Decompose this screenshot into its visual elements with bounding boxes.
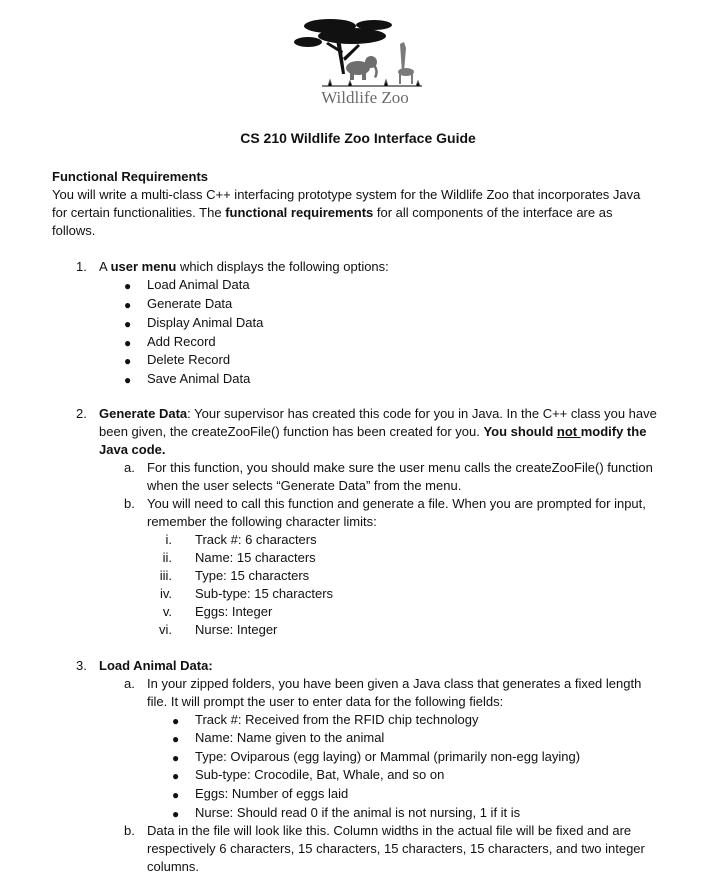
bullet-icon: ● [124, 279, 132, 293]
roman-numeral: iv. [159, 586, 172, 601]
item2b-line-2: remember the following character limits: [147, 514, 377, 529]
intro-line-2 [52, 204, 682, 222]
roman-numeral: ii. [162, 550, 172, 565]
item3b-line-1: Data in the file will look like this. Column widths in the actual file will be fixed and are [147, 823, 632, 838]
item1-text: A [99, 259, 111, 274]
roman-numeral: v. [162, 604, 172, 619]
menu-option: Save Animal Data [147, 371, 251, 386]
item3b-line-3: columns. [147, 859, 200, 874]
limit-item: Track #: 6 characters [195, 532, 317, 547]
limit-item: Nurse: Integer [195, 622, 278, 637]
item2-emphasis: modify the [580, 424, 647, 439]
bullet-icon: ● [172, 769, 180, 783]
item1-lead [99, 258, 389, 276]
field-item: Eggs: Number of eggs laid [195, 786, 349, 801]
list-number: 1. [76, 259, 87, 274]
bullet-icon: ● [172, 807, 180, 821]
list-letter: a. [124, 676, 135, 691]
item3b-line-2: respectively 6 characters, 15 characters, 15 characters, 15 characters, and two integer [147, 841, 645, 856]
bullet-icon: ● [172, 732, 180, 746]
bullet-icon: ● [124, 298, 132, 312]
bullet-icon: ● [124, 373, 132, 387]
roman-numeral: i. [165, 532, 172, 547]
limit-item: Eggs: Integer [195, 604, 273, 619]
item2a-line-1: For this function, you should make sure the user menu calls the createZooFile() function [147, 460, 653, 475]
limit-item: Name: 15 characters [195, 550, 316, 565]
item2-text: been given, the createZooFile() function has been created for you. [99, 424, 484, 439]
page-title: CS 210 Wildlife Zoo Interface Guide [240, 130, 476, 146]
bullet-icon: ● [124, 354, 132, 368]
item2-emphasis: You should [483, 424, 557, 439]
field-item: Nurse: Should read 0 if the animal is not nursing, 1 if it is [195, 805, 521, 820]
item3a-line-1: In your zipped folders, you have been given a Java class that generates a fixed length [147, 676, 642, 691]
item2-text: : Your supervisor has created this code for you in Java. In the C++ class you have [187, 406, 657, 421]
item2b-line-1: You will need to call this function and generate a file. When you are prompted for input, [147, 496, 646, 511]
bullet-icon: ● [172, 714, 180, 728]
list-letter: b. [124, 823, 135, 838]
intro-line-1: You will write a multi-class C++ interfacing prototype system for the Wildlife Zoo that incorporates Java [52, 187, 641, 202]
list-number: 3. [76, 658, 87, 673]
field-item: Type: Oviparous (egg laying) or Mammal (primarily non-egg laying) [195, 749, 581, 764]
item2-line-3: Java code. [99, 442, 166, 457]
logo-text: Wildlife Zoo [321, 88, 409, 107]
item1-text: which displays the following options: [176, 259, 389, 274]
item2-line-2 [99, 423, 646, 441]
item2-line-1 [99, 405, 657, 423]
item2-emphasis: not [556, 424, 581, 439]
item2a-line-2: when the user selects “Generate Data” from the menu. [147, 478, 462, 493]
roman-numeral: vi. [159, 622, 172, 637]
intro-text: for all components of the interface are as [373, 205, 613, 220]
section-heading: Functional Requirements [52, 169, 209, 184]
item3-label: Load Animal Data: [99, 658, 213, 673]
intro-emphasis: functional requirements [225, 205, 374, 220]
item3a-line-2: file. It will prompt the user to enter data for the following fields: [147, 694, 504, 709]
intro-text: for certain functionalities. The [52, 205, 226, 220]
roman-numeral: iii. [159, 568, 172, 583]
bullet-icon: ● [172, 788, 180, 802]
menu-option: Delete Record [147, 352, 231, 367]
list-letter: b. [124, 496, 135, 511]
list-number: 2. [76, 406, 87, 421]
field-item: Name: Name given to the animal [195, 730, 385, 745]
menu-option: Display Animal Data [147, 315, 264, 330]
item2-label: Generate Data [99, 406, 188, 421]
field-item: Track #: Received from the RFID chip technology [195, 712, 479, 727]
list-letter: a. [124, 460, 135, 475]
bullet-icon: ● [172, 751, 180, 765]
bullet-icon: ● [124, 317, 132, 331]
menu-option: Generate Data [147, 296, 233, 311]
menu-option: Load Animal Data [147, 277, 250, 292]
bullet-icon: ● [124, 336, 132, 350]
limit-item: Sub-type: 15 characters [195, 586, 334, 601]
item1-emphasis: user menu [110, 259, 177, 274]
intro-line-3: follows. [52, 223, 96, 238]
field-item: Sub-type: Crocodile, Bat, Whale, and so on [195, 767, 445, 782]
limit-item: Type: 15 characters [195, 568, 310, 583]
menu-option: Add Record [147, 334, 216, 349]
